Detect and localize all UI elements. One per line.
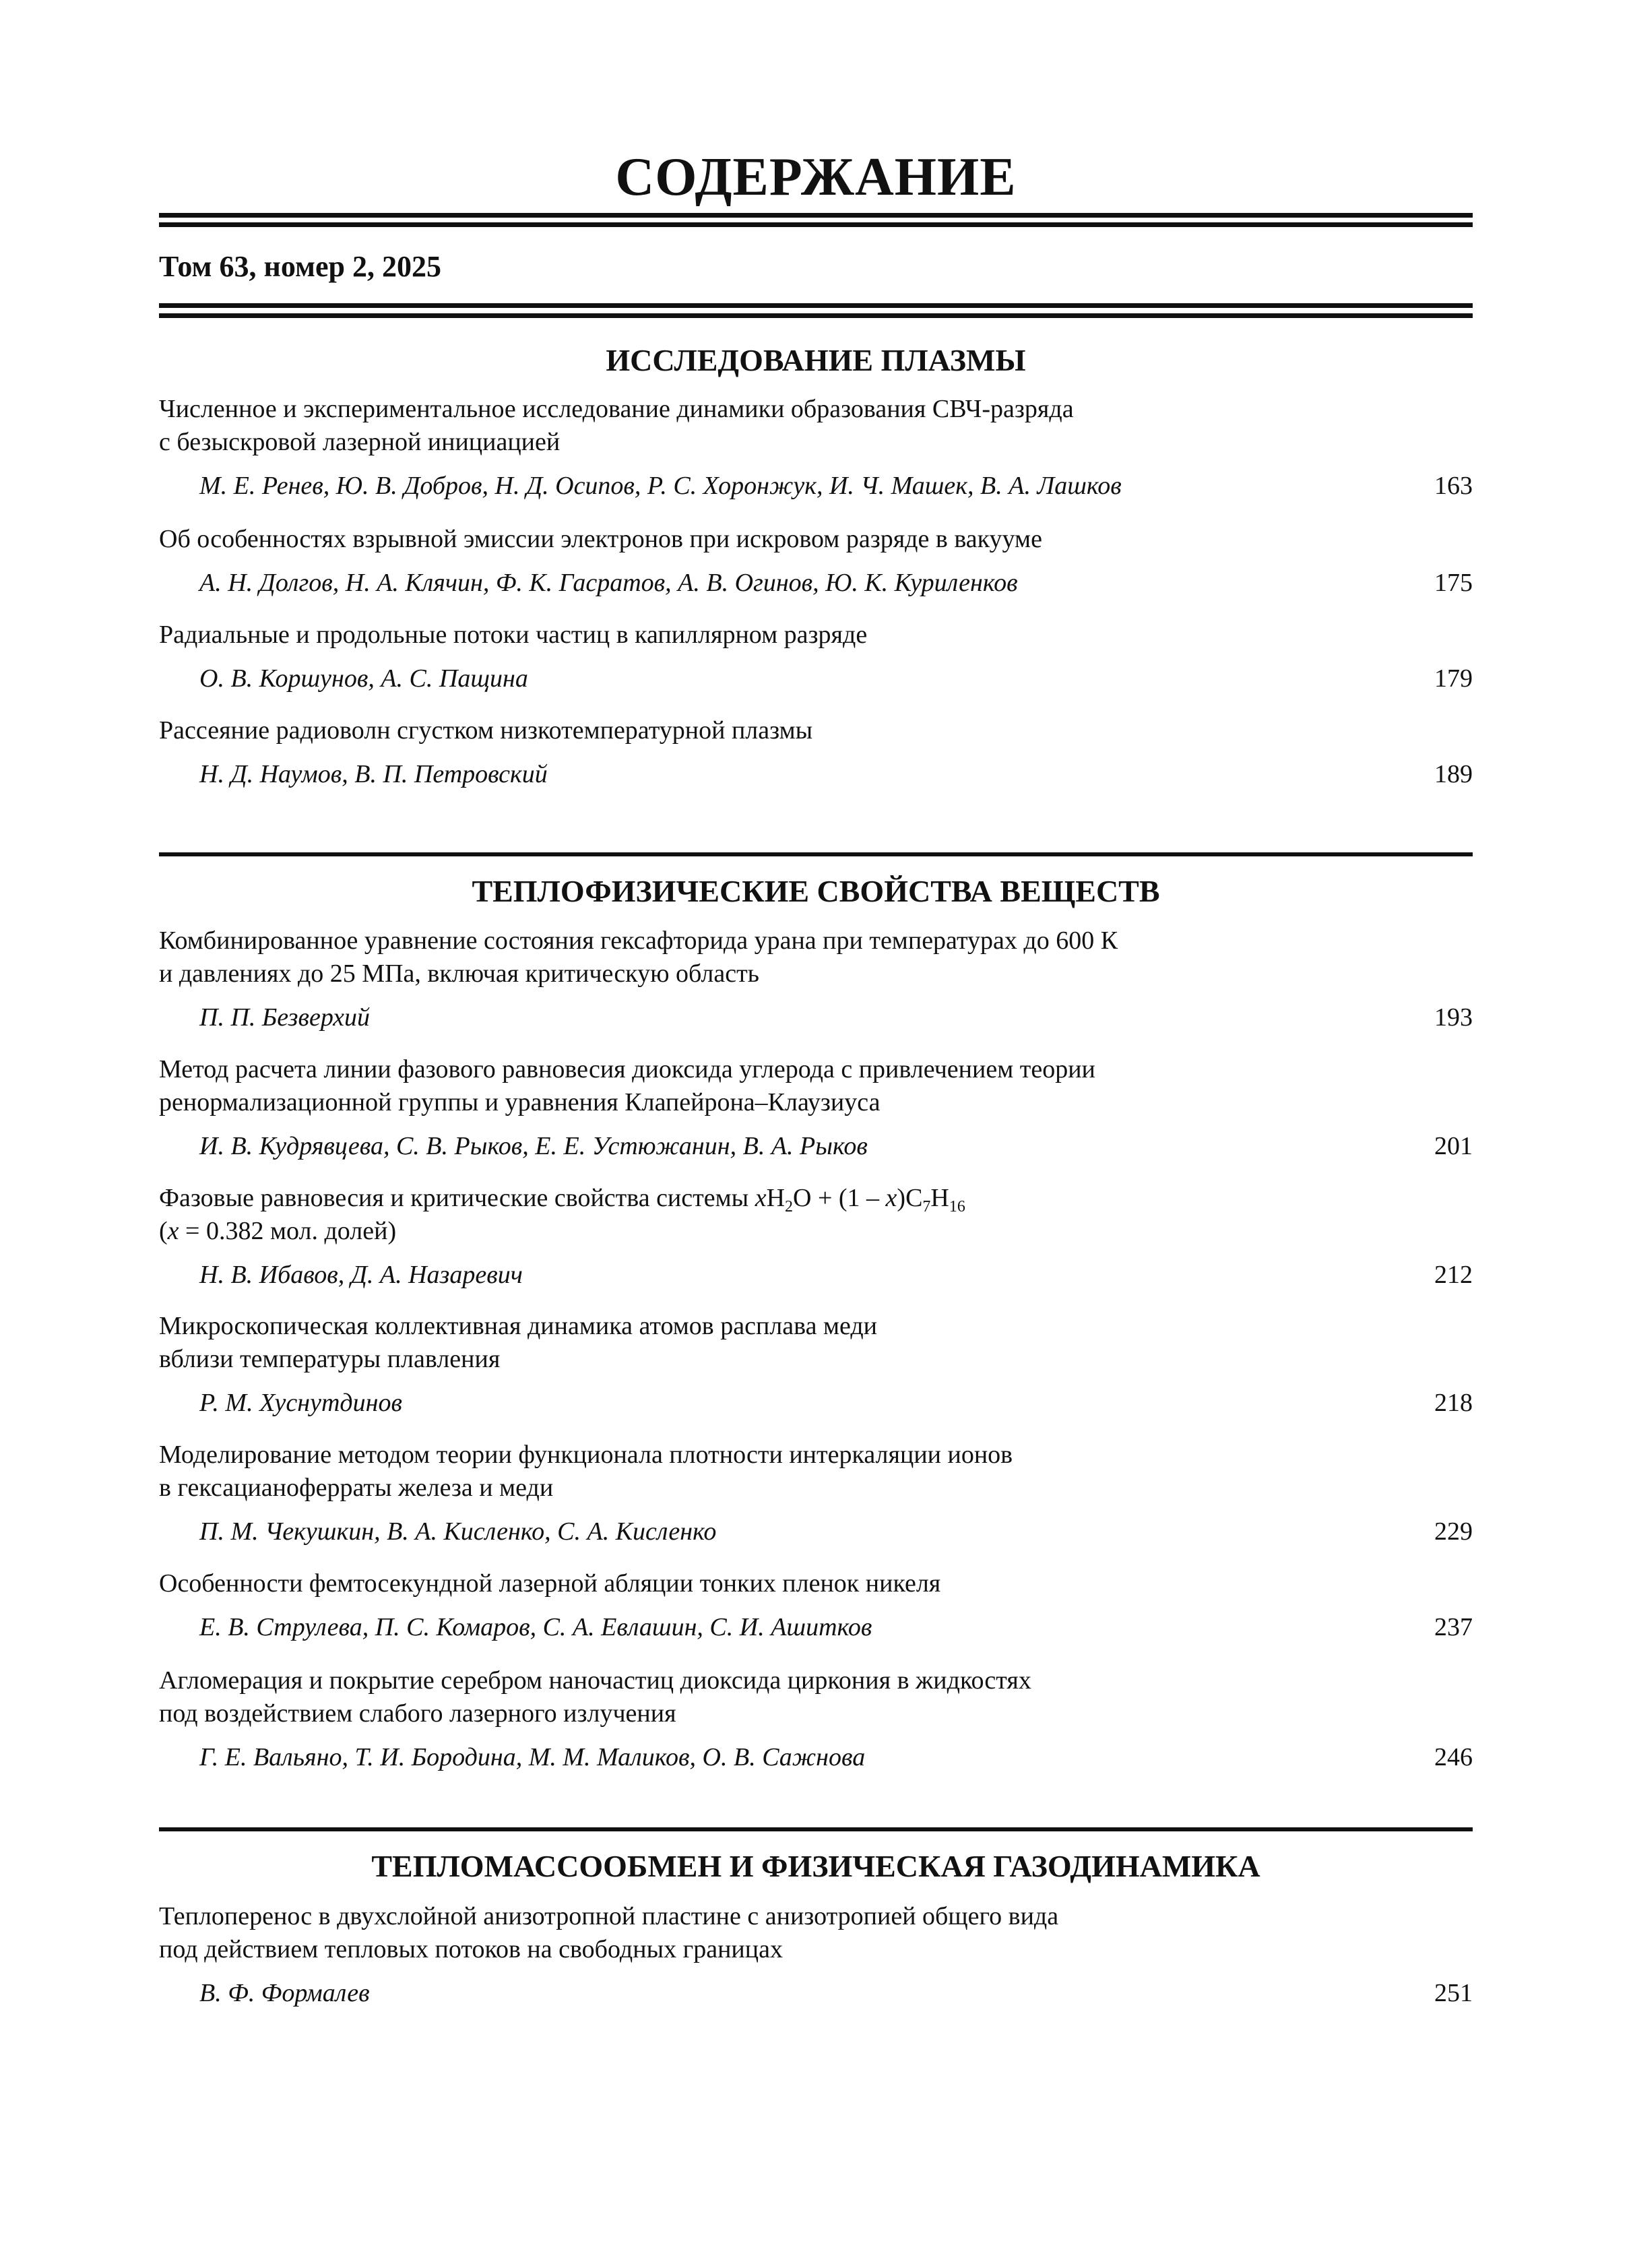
toc-entry[interactable]	[159, 1567, 1473, 1644]
entry-authors: И. В. Кудрявцева, С. В. Рыков, Е. Е. Устюжанин, В. А. Рыков	[199, 1132, 868, 1160]
entry-title: Численное и экспериментальное исследование динамики образования СВЧ-разряда	[159, 395, 1074, 423]
entry-title: Метод расчета линии фазового равновесия диоксида углерода с привлечением теории	[159, 1055, 1095, 1083]
section-title: ТЕПЛОФИЗИЧЕСКИЕ СВОЙСТВА ВЕЩЕСТВ	[472, 874, 1160, 908]
toc-entry[interactable]	[159, 714, 1473, 791]
entry-title: Радиальные и продольные потоки частиц в капиллярном разряде	[159, 621, 868, 649]
entry-authors: О. В. Коршунов, А. С. Пащина	[199, 664, 528, 693]
entry-page: 229	[1434, 1517, 1473, 1546]
title-rule-top	[159, 213, 1473, 218]
toc-entry[interactable]	[159, 1310, 1473, 1420]
entry-authors: Р. М. Хуснутдинов	[199, 1389, 402, 1417]
entry-title: с безыскровой лазерной инициацией	[159, 428, 561, 456]
entry-page: 212	[1434, 1261, 1473, 1289]
entry-authors: А. Н. Долгов, Н. А. Клячин, Ф. К. Гасратов, А. В. Огинов, Ю. К. Куриленков	[199, 569, 1018, 597]
entry-page: 189	[1434, 760, 1473, 788]
entry-page: 237	[1434, 1613, 1473, 1641]
entry-page: 218	[1434, 1389, 1473, 1417]
entry-title: под воздействием слабого лазерного излучения	[159, 1699, 676, 1728]
toc-entry[interactable]	[159, 924, 1473, 1034]
entry-title: под действием тепловых потоков на свободных границах	[159, 1935, 783, 1963]
toc-entry[interactable]	[159, 523, 1473, 600]
toc-entry[interactable]	[159, 1182, 1473, 1292]
section-rule	[159, 1827, 1473, 1831]
entry-title-formula: Фазовые равновесия и критические свойства системы $xH_2O + (1 - x)C_7H_{16}$	[159, 1184, 965, 1216]
entry-page: 179	[1434, 664, 1473, 693]
entry-page: 251	[1434, 1979, 1473, 2007]
entry-title: Микроскопическая коллективная динамика атомов расплава меди	[159, 1312, 878, 1340]
entry-title: в гексацианоферраты железа и меди	[159, 1474, 554, 1502]
entry-authors: Н. Д. Наумов, В. П. Петровский	[199, 760, 548, 788]
entry-page: 175	[1434, 569, 1473, 597]
entry-page: 193	[1434, 1003, 1473, 1032]
toc-entry[interactable]	[159, 1900, 1473, 2010]
entry-title: Теплоперенос в двухслойной анизотропной пластине с анизотропией общего вида	[159, 1902, 1059, 1930]
entry-title: Об особенностях взрывной эмиссии электронов при искровом разряде в вакууме	[159, 525, 1042, 553]
entry-title: и давлениях до 25 МПа, включая критическую область	[159, 959, 760, 988]
toc-entry[interactable]	[159, 393, 1473, 503]
entry-authors: Г. Е. Вальяно, Т. И. Бородина, М. М. Маликов, О. В. Сажнова	[199, 1743, 866, 1771]
section-rule	[159, 852, 1473, 856]
toc-entry[interactable]	[159, 1439, 1473, 1548]
entry-page: 246	[1434, 1743, 1473, 1771]
entry-title: Моделирование методом теории функционала плотности интеркаляции ионов	[159, 1441, 1013, 1469]
title-rule-bottom	[159, 222, 1473, 227]
section-title: ИССЛЕДОВАНИЕ ПЛАЗМЫ	[606, 343, 1026, 377]
entry-authors: П. М. Чекушкин, В. А. Кисленко, С. А. Кисленко	[199, 1517, 717, 1546]
section-title: ТЕПЛОМАССООБМЕН И ФИЗИЧЕСКАЯ ГАЗОДИНАМИКА	[371, 1849, 1260, 1883]
entry-title: Особенности фемтосекундной лазерной абляции тонких пленок никеля	[159, 1569, 941, 1598]
entry-title: Агломерация и покрытие серебром наночастиц диоксида циркония в жидкостях	[159, 1666, 1031, 1695]
entry-title: вблизи температуры плавления	[159, 1345, 501, 1373]
entry-authors: П. П. Безверхий	[199, 1003, 370, 1032]
toc-entry[interactable]	[159, 619, 1473, 695]
entry-title: Комбинированное уравнение состояния гексафторида урана при температурах до 600 К	[159, 926, 1118, 955]
issue-rule-bottom	[159, 313, 1473, 318]
entry-authors: В. Ф. Формалев	[199, 1979, 370, 2007]
entry-authors: М. Е. Ренев, Ю. В. Добров, Н. Д. Осипов, Р. С. Хоронжук, И. Ч. Машек, В. А. Лашков	[199, 472, 1122, 500]
entry-title: Рассеяние радиоволн сгустком низкотемпературной плазмы	[159, 716, 813, 745]
entry-page: 201	[1434, 1132, 1473, 1160]
toc-entry[interactable]	[159, 1664, 1473, 1774]
entry-page: 163	[1434, 472, 1473, 500]
entry-authors: Н. В. Ибавов, Д. А. Назаревич	[199, 1261, 523, 1289]
entry-title: ренормализационной группы и уравнения Клапейрона–Клаузиуса	[159, 1088, 881, 1116]
entry-authors: Е. В. Струлева, П. С. Комаров, С. А. Евлашин, С. И. Ашитков	[199, 1613, 872, 1641]
issue-rule-top	[159, 303, 1473, 308]
toc-entry[interactable]	[159, 1053, 1473, 1163]
page-title: СОДЕРЖАНИЕ	[615, 148, 1017, 207]
entry-title-formula-line2: (x = 0.382 мол. долей)	[159, 1217, 397, 1245]
issue-label: Том 63, номер 2, 2025	[159, 250, 441, 283]
